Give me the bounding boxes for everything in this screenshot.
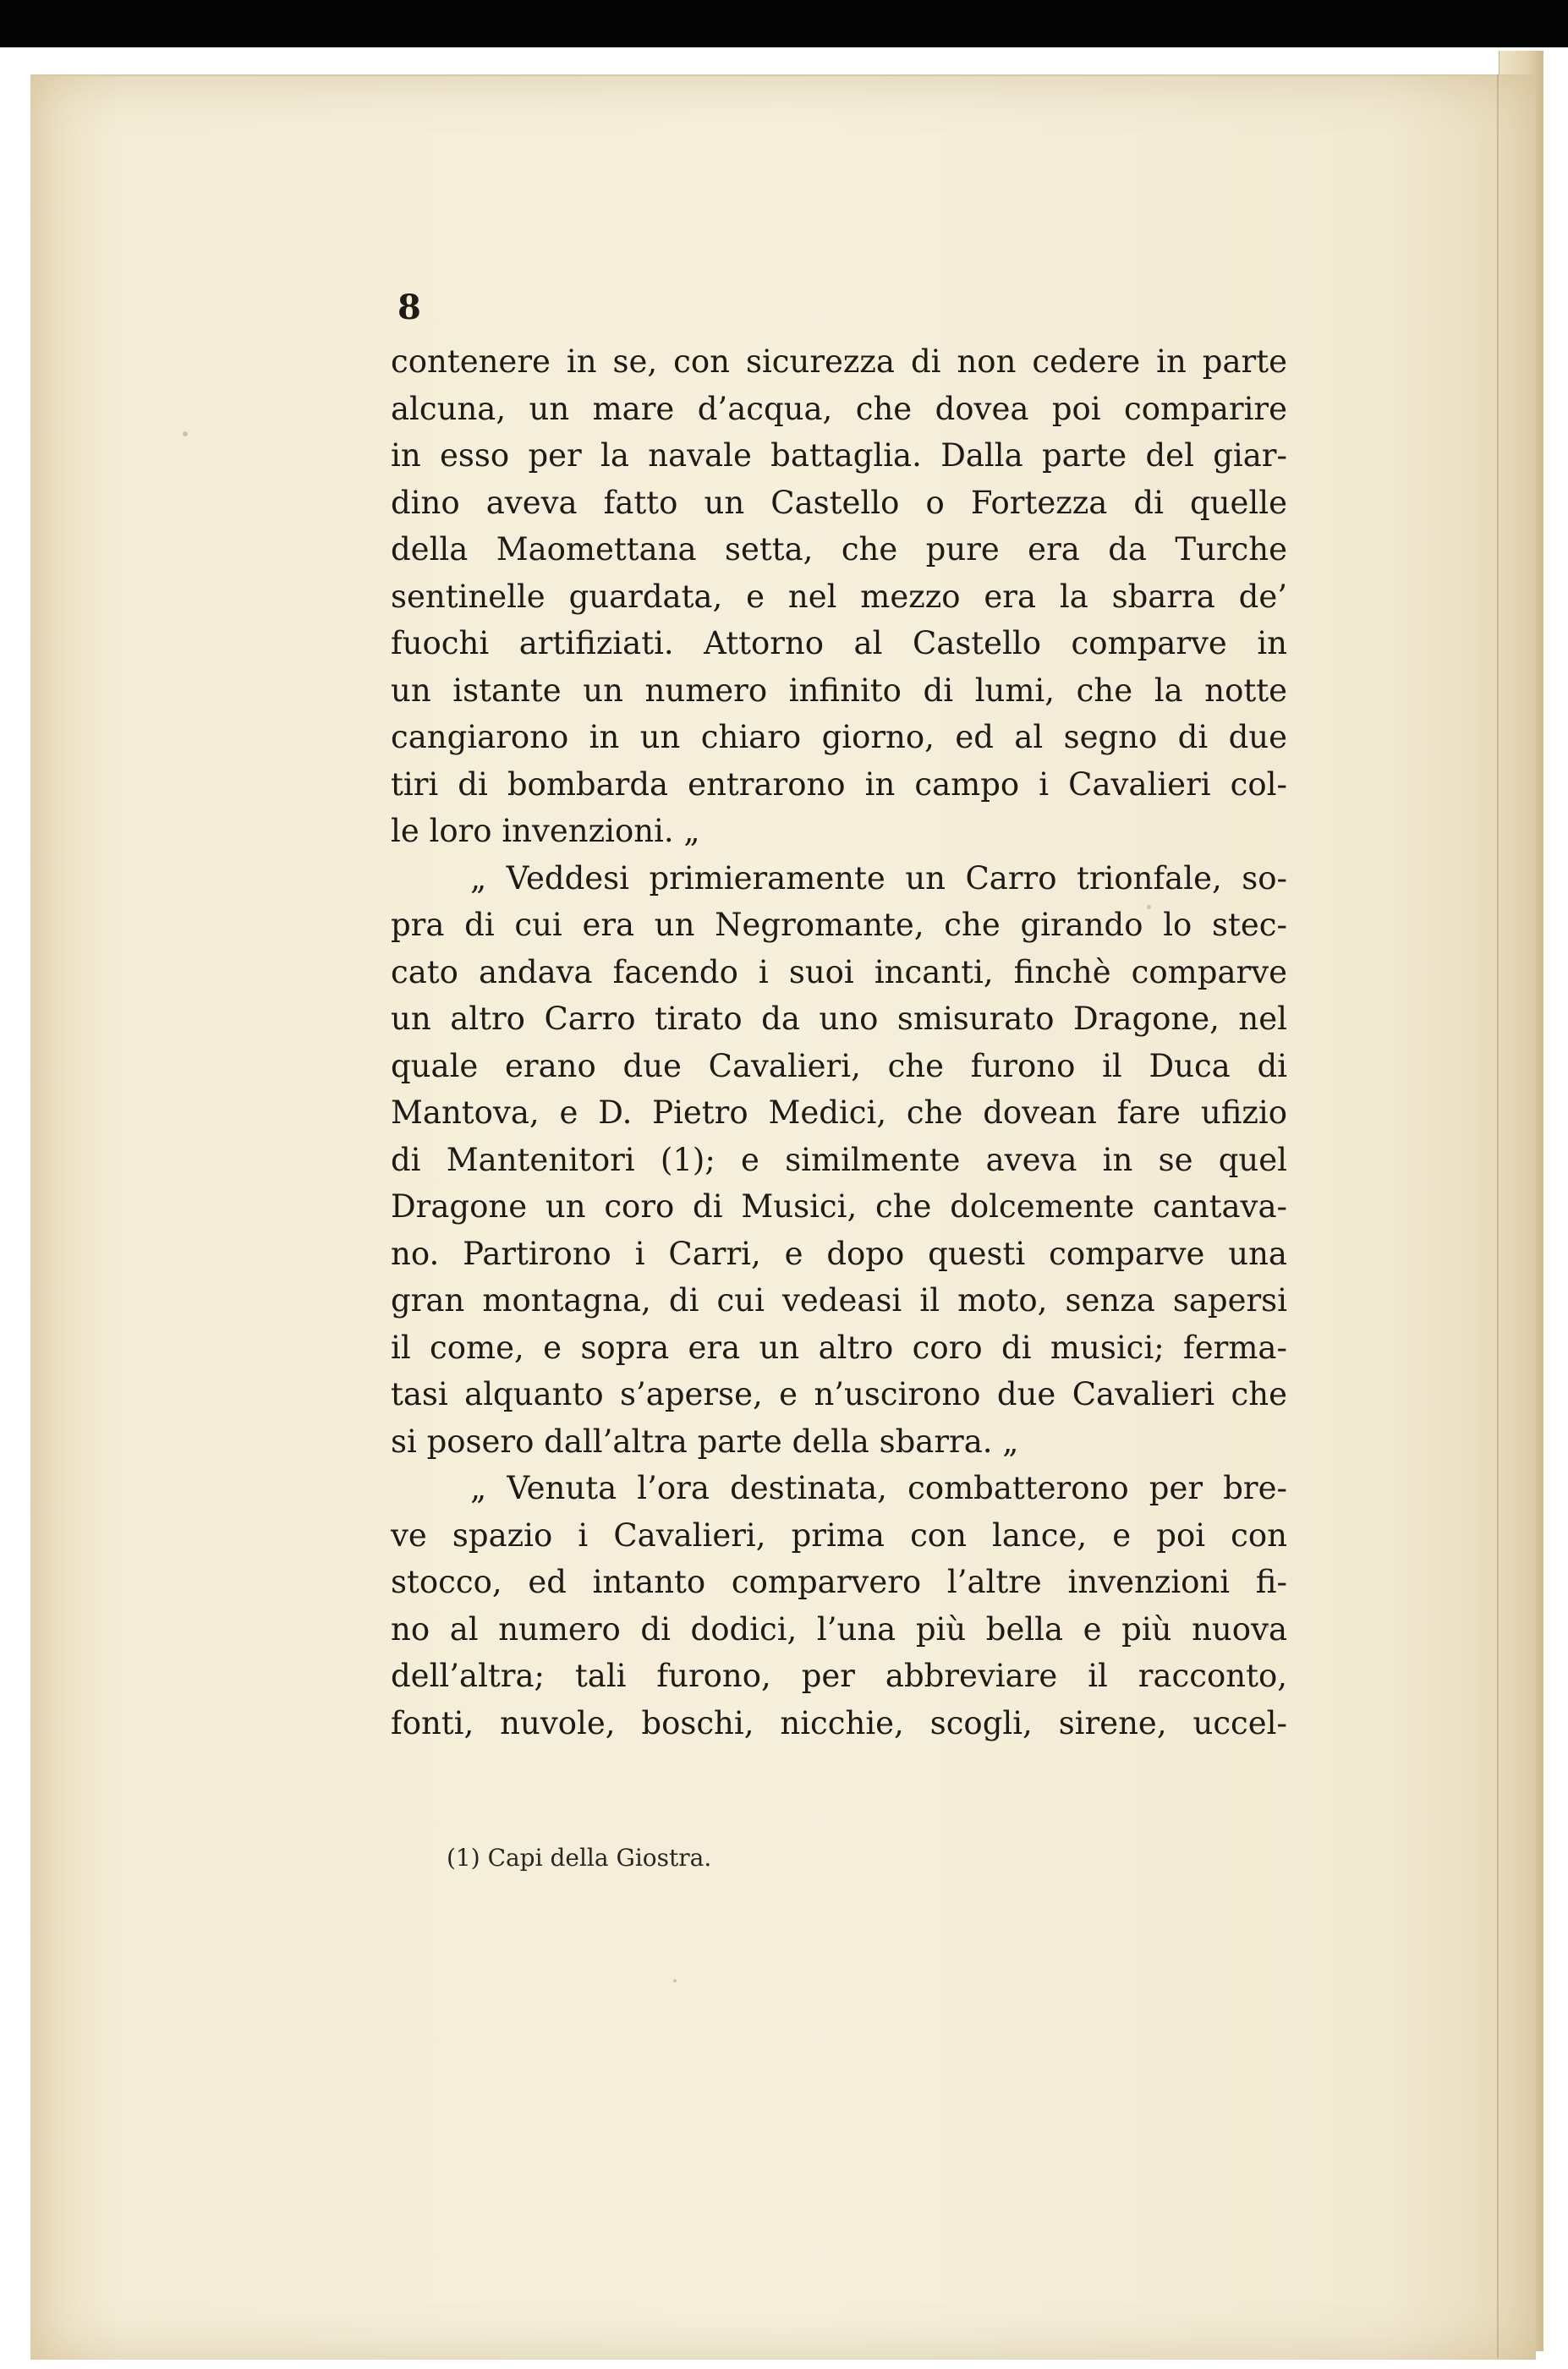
body-text [391, 338, 1287, 1747]
text-line: cato andava facendo i suoi incanti, finchè comparve [391, 953, 1287, 990]
text-line: gran montagna, di cui vedeasi il moto, senza sapersi [391, 1282, 1287, 1319]
text-line: quale erano due Cavalieri, che furono il Duca di [391, 1047, 1287, 1084]
text-line: stocco, ed intanto comparvero l’altre invenzioni fi- [391, 1564, 1287, 1600]
text-line: „ Veddesi primieramente un Carro trionfale, so- [470, 859, 1287, 897]
text-line: in esso per la navale battaglia. Dalla parte del giar- [391, 437, 1287, 474]
text-line: pra di cui era un Negromante, che girando lo stec- [391, 907, 1287, 943]
text-line: le loro invenzioni. „ [391, 813, 700, 849]
text-line: no. Partirono i Carri, e dopo questi comparve una [391, 1235, 1287, 1272]
text-line: tasi alquanto s’aperse, e n’uscirono due Cavalieri che [391, 1376, 1287, 1412]
text-line: tiri di bombarda entrarono in campo i Cavalieri col- [391, 765, 1287, 803]
text-line: contenere in se, con sicurezza di non cedere in parte [391, 343, 1287, 380]
text-line: si posero dall’altra parte della sbarra. „ [391, 1423, 1019, 1460]
scanner-border [0, 0, 1568, 47]
text-line: dell’altra; tali furono, per abbreviare il racconto, [391, 1658, 1287, 1694]
text-line: il come, e sopra era un altro coro di musici; ferma- [391, 1329, 1287, 1366]
text-line: un altro Carro tirato da uno smisurato Dragone, nel [391, 1001, 1287, 1037]
footnote: (1) Capi della Giostra. [447, 1844, 712, 1872]
text-line: di Mantenitori (1); e similmente aveva in se quel [391, 1141, 1287, 1178]
text-line: un istante un numero infinito di lumi, che la notte [391, 672, 1287, 709]
text-line: Mantova, e D. Pietro Medici, che dovean fare ufizio [391, 1094, 1287, 1131]
text-line: no al numero di dodici, l’una più bella e più nuova [391, 1610, 1287, 1648]
text-line: fuochi artifiziati. Attorno al Castello comparve in [391, 625, 1287, 661]
text-line: della Maomettana setta, che pure era da Turche [391, 531, 1287, 568]
text-line: cangiarono in un chiaro giorno, ed al segno di due [391, 719, 1287, 755]
page-number: 8 [397, 288, 421, 327]
text-line: sentinelle guardata, e nel mezzo era la sbarra de’ [391, 578, 1287, 615]
text-line: „ Venuta l’ora destinata, combatterono per bre- [470, 1470, 1287, 1506]
fold-line [1497, 74, 1499, 2358]
text-line: dino aveva fatto un Castello o Fortezza di quelle [391, 484, 1287, 521]
text-line: fonti, nuvole, boschi, nicchie, scogli, sirene, uccel- [391, 1704, 1287, 1741]
text-line: Dragone un coro di Musici, che dolcemente cantava- [391, 1188, 1287, 1225]
text-line: alcuna, un mare d’acqua, che dovea poi comparire [391, 390, 1287, 427]
text-line: ve spazio i Cavalieri, prima con lance, e poi con [391, 1516, 1287, 1554]
